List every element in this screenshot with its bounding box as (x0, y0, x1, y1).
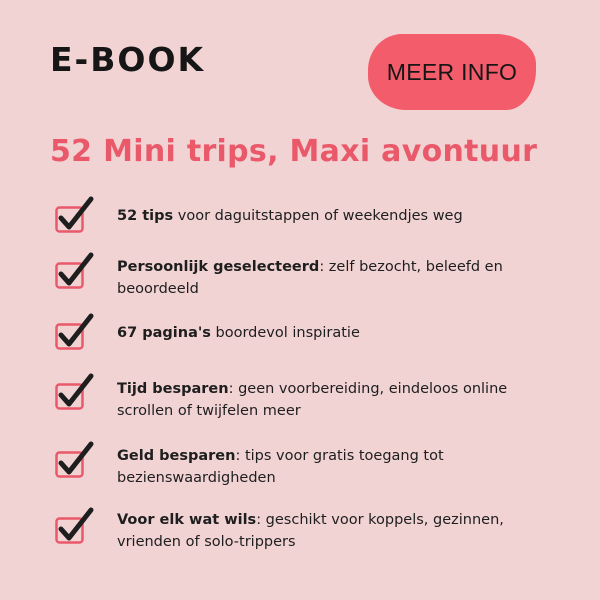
feature-text (117, 445, 537, 489)
meer-info-label: MEER INFO (386, 58, 518, 85)
feature-description: : geschikt voor koppels, gezinnen, vrienden of solo-trippers (117, 512, 504, 550)
ebook-label: E-BOOK (50, 40, 206, 79)
checkbox-checked-icon (55, 196, 99, 236)
feature-description: voor daguitstappen of weekendjes weg (173, 208, 463, 224)
checkbox-checked-icon (55, 373, 99, 413)
checkbox-checked-icon (55, 507, 99, 547)
feature-title: 52 tips (117, 208, 174, 224)
checkbox-checked-icon (55, 252, 99, 292)
feature-description: boordevol inspiratie (210, 325, 360, 341)
feature-description: : zelf bezocht, beleefd en beoordeeld (117, 259, 503, 297)
checkbox-checked-icon (55, 441, 99, 481)
feature-text (117, 322, 537, 344)
feature-description: : geen voorbereiding, eindeloos online scrollen of twijfelen meer (117, 381, 508, 419)
feature-text (117, 205, 537, 227)
feature-text (117, 509, 537, 553)
feature-title: Voor elk wat wils (117, 512, 257, 528)
headline: 52 Mini trips, Maxi avontuur (50, 134, 538, 169)
feature-text (117, 256, 537, 300)
feature-text (117, 378, 537, 422)
feature-title: Tijd besparen (117, 381, 229, 397)
checkbox-checked-icon (55, 313, 99, 353)
feature-title: Geld besparen (117, 448, 236, 464)
feature-title: Persoonlijk geselecteerd (117, 259, 320, 275)
feature-title: 67 pagina's (117, 325, 211, 341)
feature-description: : tips voor gratis toegang tot bezienswaardigheden (117, 448, 444, 486)
